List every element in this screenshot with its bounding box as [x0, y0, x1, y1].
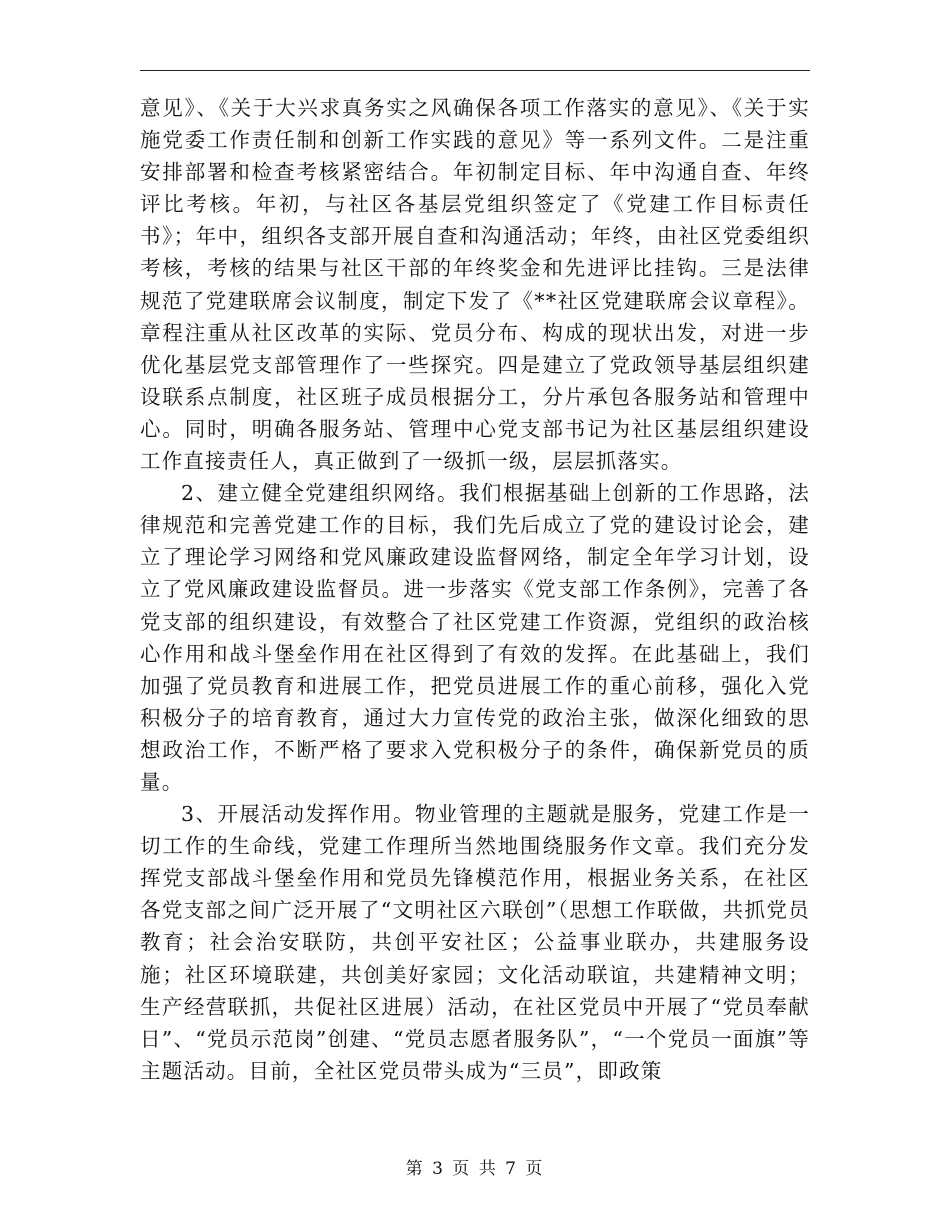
header-rule	[140, 70, 810, 71]
paragraph-2: 2、建立健全党建组织网络。我们根据基础上创新的工作思路，法律规范和完善党建工作的目标，我们先后成立了党的建设讨论会，建立了理论学习网络和党风廉政建设监督网络，制定全年学习计划，设立了党风廉政建设监督员。进一步落实《党支部工作条例》，完善了各党支部的组织建设，有效整合了社区党建工作资源，党组织的政治核心作用和战斗堡垒作用在社区得到了有效的发挥。在此基础上，我们加强了党员教育和进展工作，把党员进展工作的重心前移，强化入党积极分子的培育教育，通过大力宣传党的政治主张，做深化细致的思想政治工作，不断严格了要求入党积极分子的条件，确保新党员的质量。	[140, 481, 810, 794]
paragraph-1: 意见》、《关于大兴求真务实之风确保各项工作落实的意见》、《关于实施党委工作责任制和创新工作实践的意见》等一系列文件。二是注重安排部署和检查考核紧密结合。年初制定目标、年中沟通自查、年终评比考核。年初，与社区各基层党组织签定了《党建工作目标责任书》；年中，组织各支部开展自查和沟通活动；年终，由社区党委组织考核，考核的结果与社区干部的年终奖金和先进评比挂钩。三是法律规范了党建联席会议制度，制定下发了《**社区党建联席会议章程》。章程注重从社区改革的实际、党员分布、构成的现状出发，对进一步优化基层党支部管理作了一些探究。四是建立了党政领导基层组织建设联系点制度，社区班子成员根据分工，分片承包各服务站和管理中心。同时，明确各服务站、管理中心党支部书记为社区基层组织建设工作直接责任人，真正做到了一级抓一级，层层抓落实。	[140, 96, 810, 474]
document-body	[140, 92, 810, 1087]
page-number-footer: 第 3 页 共 7 页	[405, 1159, 545, 1179]
paragraph-3: 3、开展活动发挥作用。物业管理的主题就是服务，党建工作是一切工作的生命线，党建工作理所当然地围绕服务作文章。我们充分发挥党支部战斗堡垒作用和党员先锋模范作用，根据业务关系，在社区各党支部之间广泛开展了“文明社区六联创”（思想工作联做，共抓党员教育；社会治安联防，共创平安社区；公益事业联办，共建服务设施；社区环境联建，共创美好家园；文化活动联谊，共建精神文明；生产经营联抓，共促社区进展）活动，在社区党员中开展了“党员奉献日”、“党员示范岗”创建、“党员志愿者服务队”，“一个党员一面旗”等主题活动。目前，全社区党员带头成为“三员”，即政策	[140, 802, 810, 1083]
